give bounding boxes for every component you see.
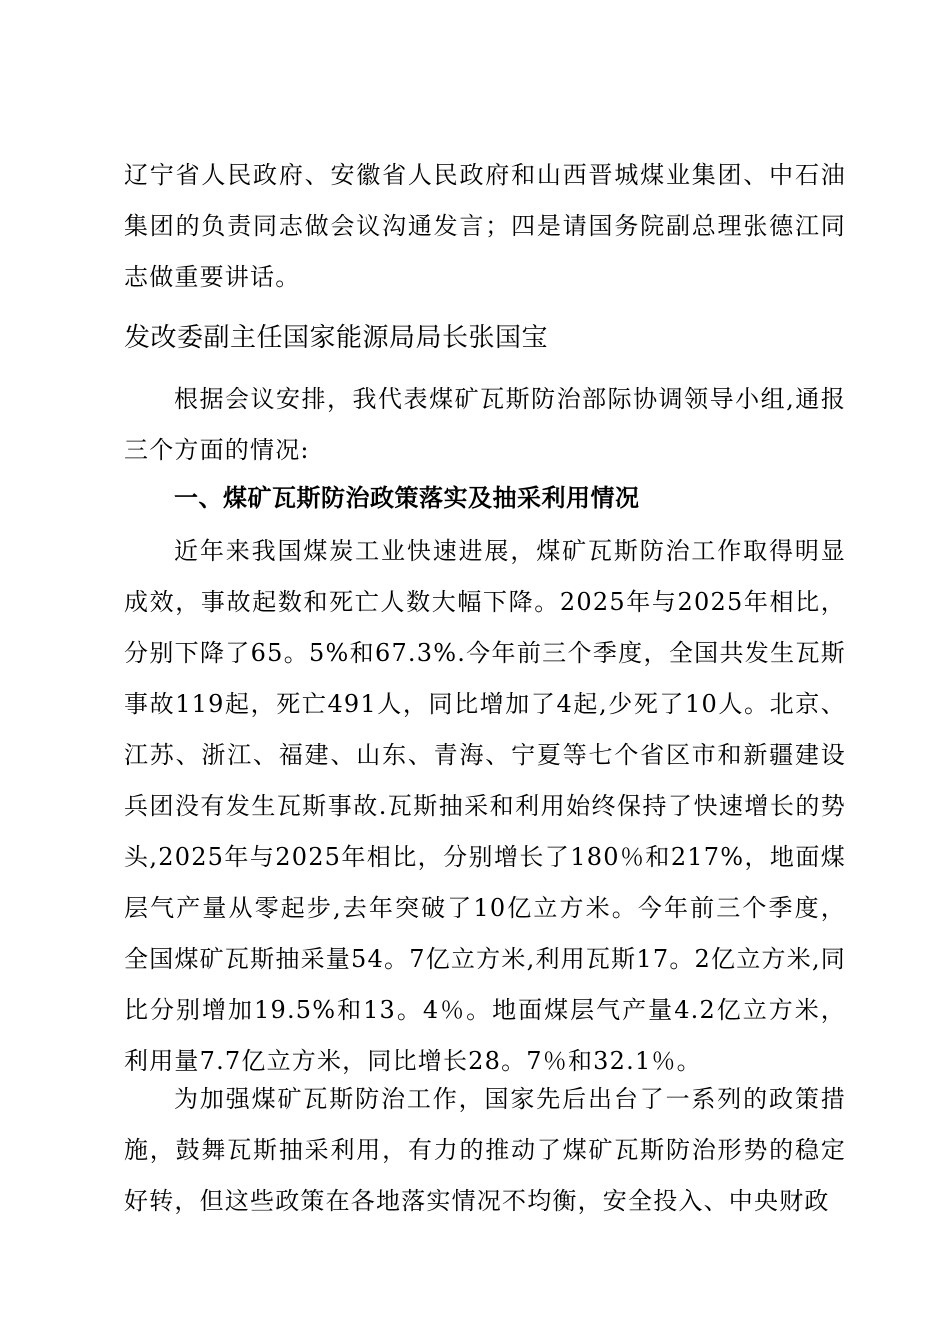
- paragraph-intro-continuation: 辽宁省人民政府、安徽省人民政府和山西晋城煤业集团、中石油集团的负责同志做会议沟通发言；四是请国务院副总理张德江同志做重要讲话。: [124, 161, 846, 291]
- section-heading-1: 一、煤矿瓦斯防治政策落实及抽采利用情况: [174, 484, 640, 512]
- speaker-heading: 发改委副主任国家能源局局长张国宝: [124, 323, 549, 353]
- paragraph-gas-statistics: 近年来我国煤炭工业快速进展，煤矿瓦斯防治工作取得明显成效，事故起数和死亡人数大幅下降。2025年与2025年相比，分别下降了65。5%和67.3%.今年前三个季度，全国共发生瓦斯事故119起，死亡491人，同比增加了4起,少死了10人。北京、江苏、浙江、福建、山东、青海、宁夏等七个省区市和新疆建设兵团没有发生瓦斯事故.瓦斯抽采和利用始终保持了快速增长的势头,2025年与2025年相比，分别增长了180％和217%，地面煤层气产量从零起步,去年突破了10亿立方米。今年前三个季度，全国煤矿瓦斯抽采量54。7亿立方米,利用瓦斯17。2亿立方米,同比分别增加19.5%和13。4％。地面煤层气产量4.2亿立方米，利用量7.7亿立方米，同比增长28。7％和32.1％。: [124, 537, 846, 1075]
- paragraph-policy-measures: 为加强煤矿瓦斯防治工作，国家先后出台了一系列的政策措施，鼓舞瓦斯抽采利用，有力的推动了煤矿瓦斯防治形势的稳定好转，但这些政策在各地落实情况不均衡，安全投入、中央财政: [124, 1085, 846, 1215]
- paragraph-meeting-arrangement: 根据会议安排，我代表煤矿瓦斯防治部际协调领导小组,通报三个方面的情况:: [124, 385, 846, 464]
